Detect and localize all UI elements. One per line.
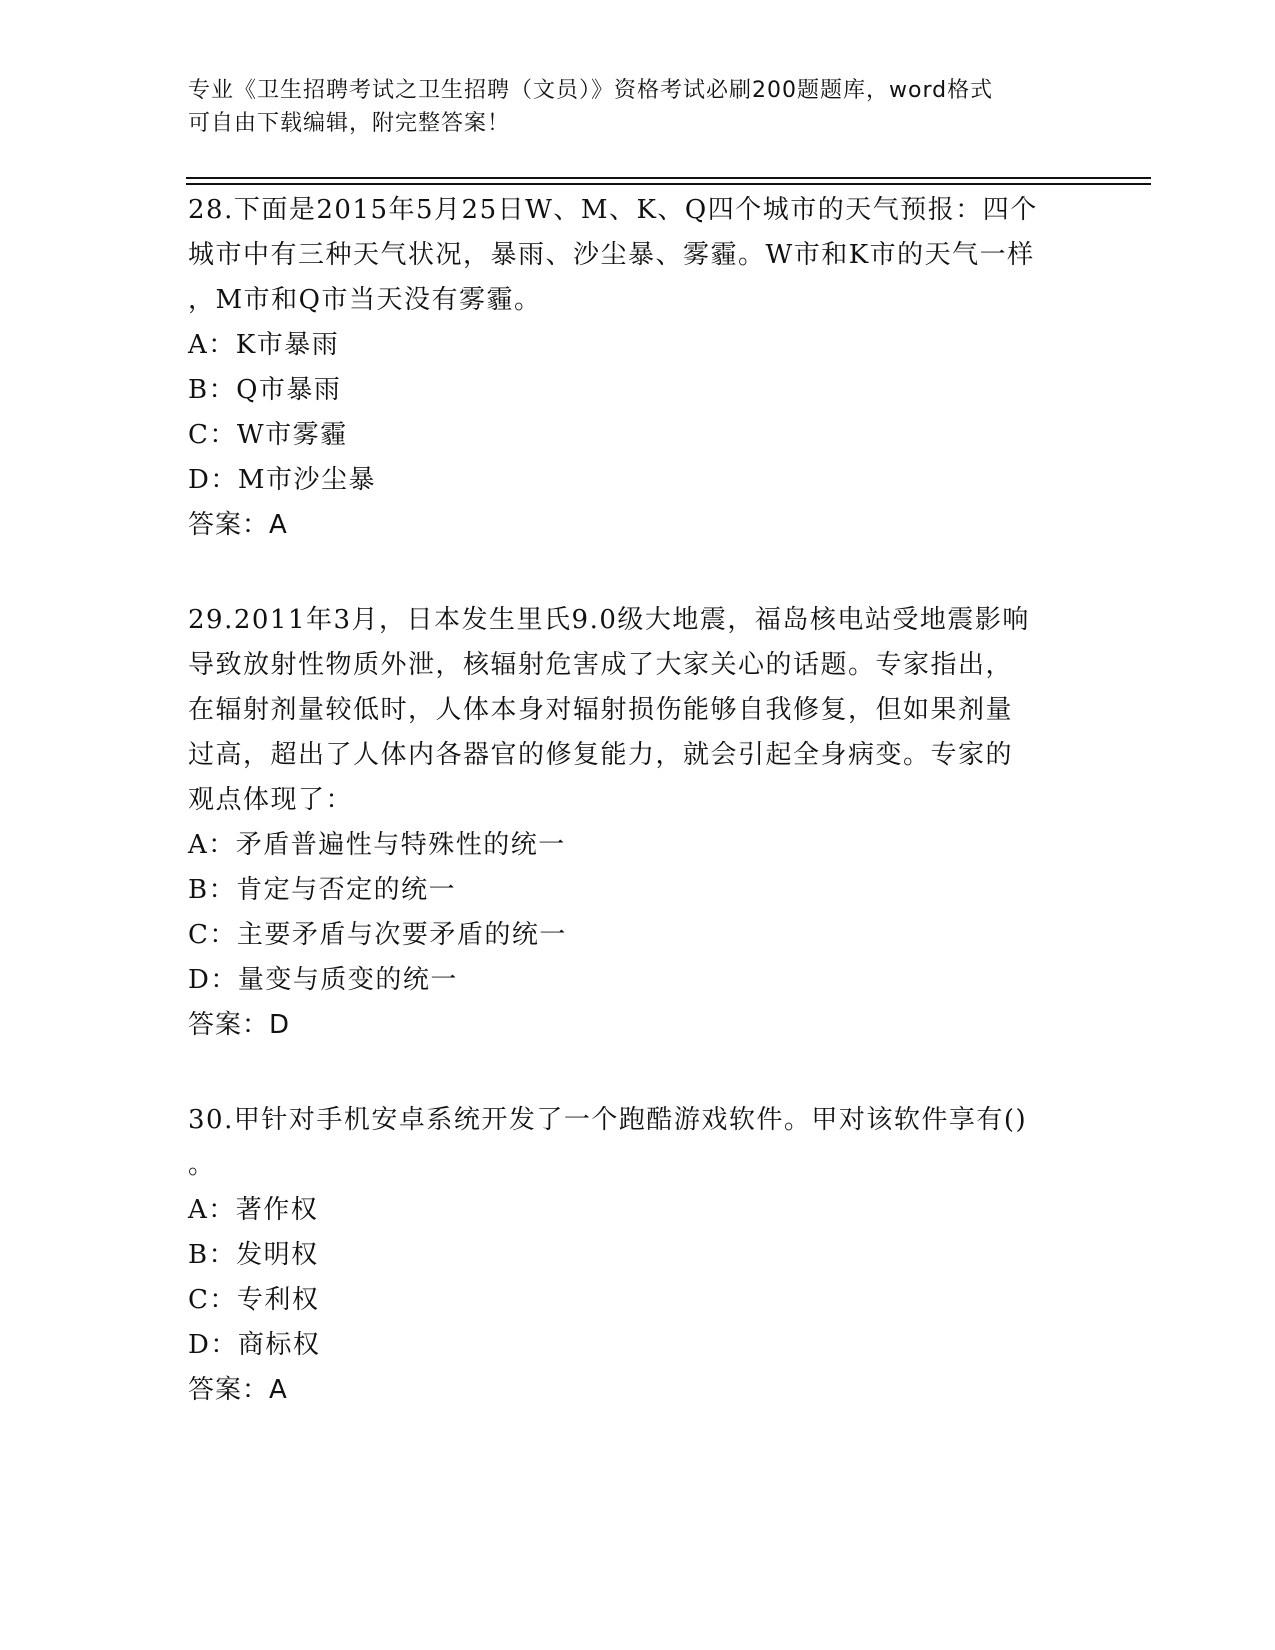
answer: 答案：A — [188, 1375, 288, 1405]
option-b: B：发明权 — [188, 1240, 319, 1270]
question-28 — [188, 188, 1088, 548]
question-stem-line: 城市中有三种天气状况，暴雨、沙尘暴、雾霾。W市和K市的天气一样 — [188, 240, 1035, 270]
header-divider-top — [186, 177, 1151, 179]
option-b: B：Q市暴雨 — [188, 375, 342, 405]
option-c: C：W市雾霾 — [188, 420, 348, 450]
option-b: B：肯定与否定的统一 — [188, 875, 457, 905]
question-stem-line: ，M市和Q市当天没有雾霾。 — [188, 285, 542, 315]
question-stem-line: 29.2011年3月，日本发生里氏9.0级大地震，福岛核电站受地震影响 — [188, 605, 1030, 635]
question-30 — [188, 1098, 1088, 1413]
option-d: D：量变与质变的统一 — [188, 965, 458, 995]
header-line-2: 可自由下载编辑，附完整答案！ — [188, 111, 511, 136]
option-a: A：K市暴雨 — [188, 330, 340, 360]
question-stem-line: 28.下面是2015年5月25日W、M、K、Q四个城市的天气预报：四个 — [188, 195, 1038, 225]
option-d: D：M市沙尘暴 — [188, 465, 376, 495]
answer: 答案：D — [188, 1010, 291, 1040]
header-line-1: 专业《卫生招聘考试之卫生招聘（文员）》资格考试必刷200题题库，word格式 — [188, 78, 994, 103]
question-stem-line: 30.甲针对手机安卓系统开发了一个跑酷游戏软件。甲对该软件享有() — [188, 1105, 1028, 1135]
answer: 答案：A — [188, 510, 288, 540]
question-29 — [188, 598, 1088, 1048]
question-stem-line: 在辐射剂量较低时，人体本身对辐射损伤能够自我修复，但如果剂量 — [188, 695, 1014, 725]
question-stem-line: 过高，超出了人体内各器官的修复能力，就会引起全身病变。专家的 — [188, 740, 1014, 770]
option-c: C：主要矛盾与次要矛盾的统一 — [188, 920, 567, 950]
question-stem-line: 导致放射性物质外泄，核辐射危害成了大家关心的话题。专家指出， — [188, 650, 1014, 680]
header-divider-bottom — [186, 183, 1151, 185]
option-d: D：商标权 — [188, 1330, 321, 1360]
option-a: A：矛盾普遍性与特殊性的统一 — [188, 830, 566, 860]
question-stem-line: 。 — [188, 1150, 216, 1180]
option-c: C：专利权 — [188, 1285, 320, 1315]
document-header — [188, 74, 1068, 140]
question-stem-line: 观点体现了： — [188, 785, 354, 815]
option-a: A：著作权 — [188, 1195, 319, 1225]
